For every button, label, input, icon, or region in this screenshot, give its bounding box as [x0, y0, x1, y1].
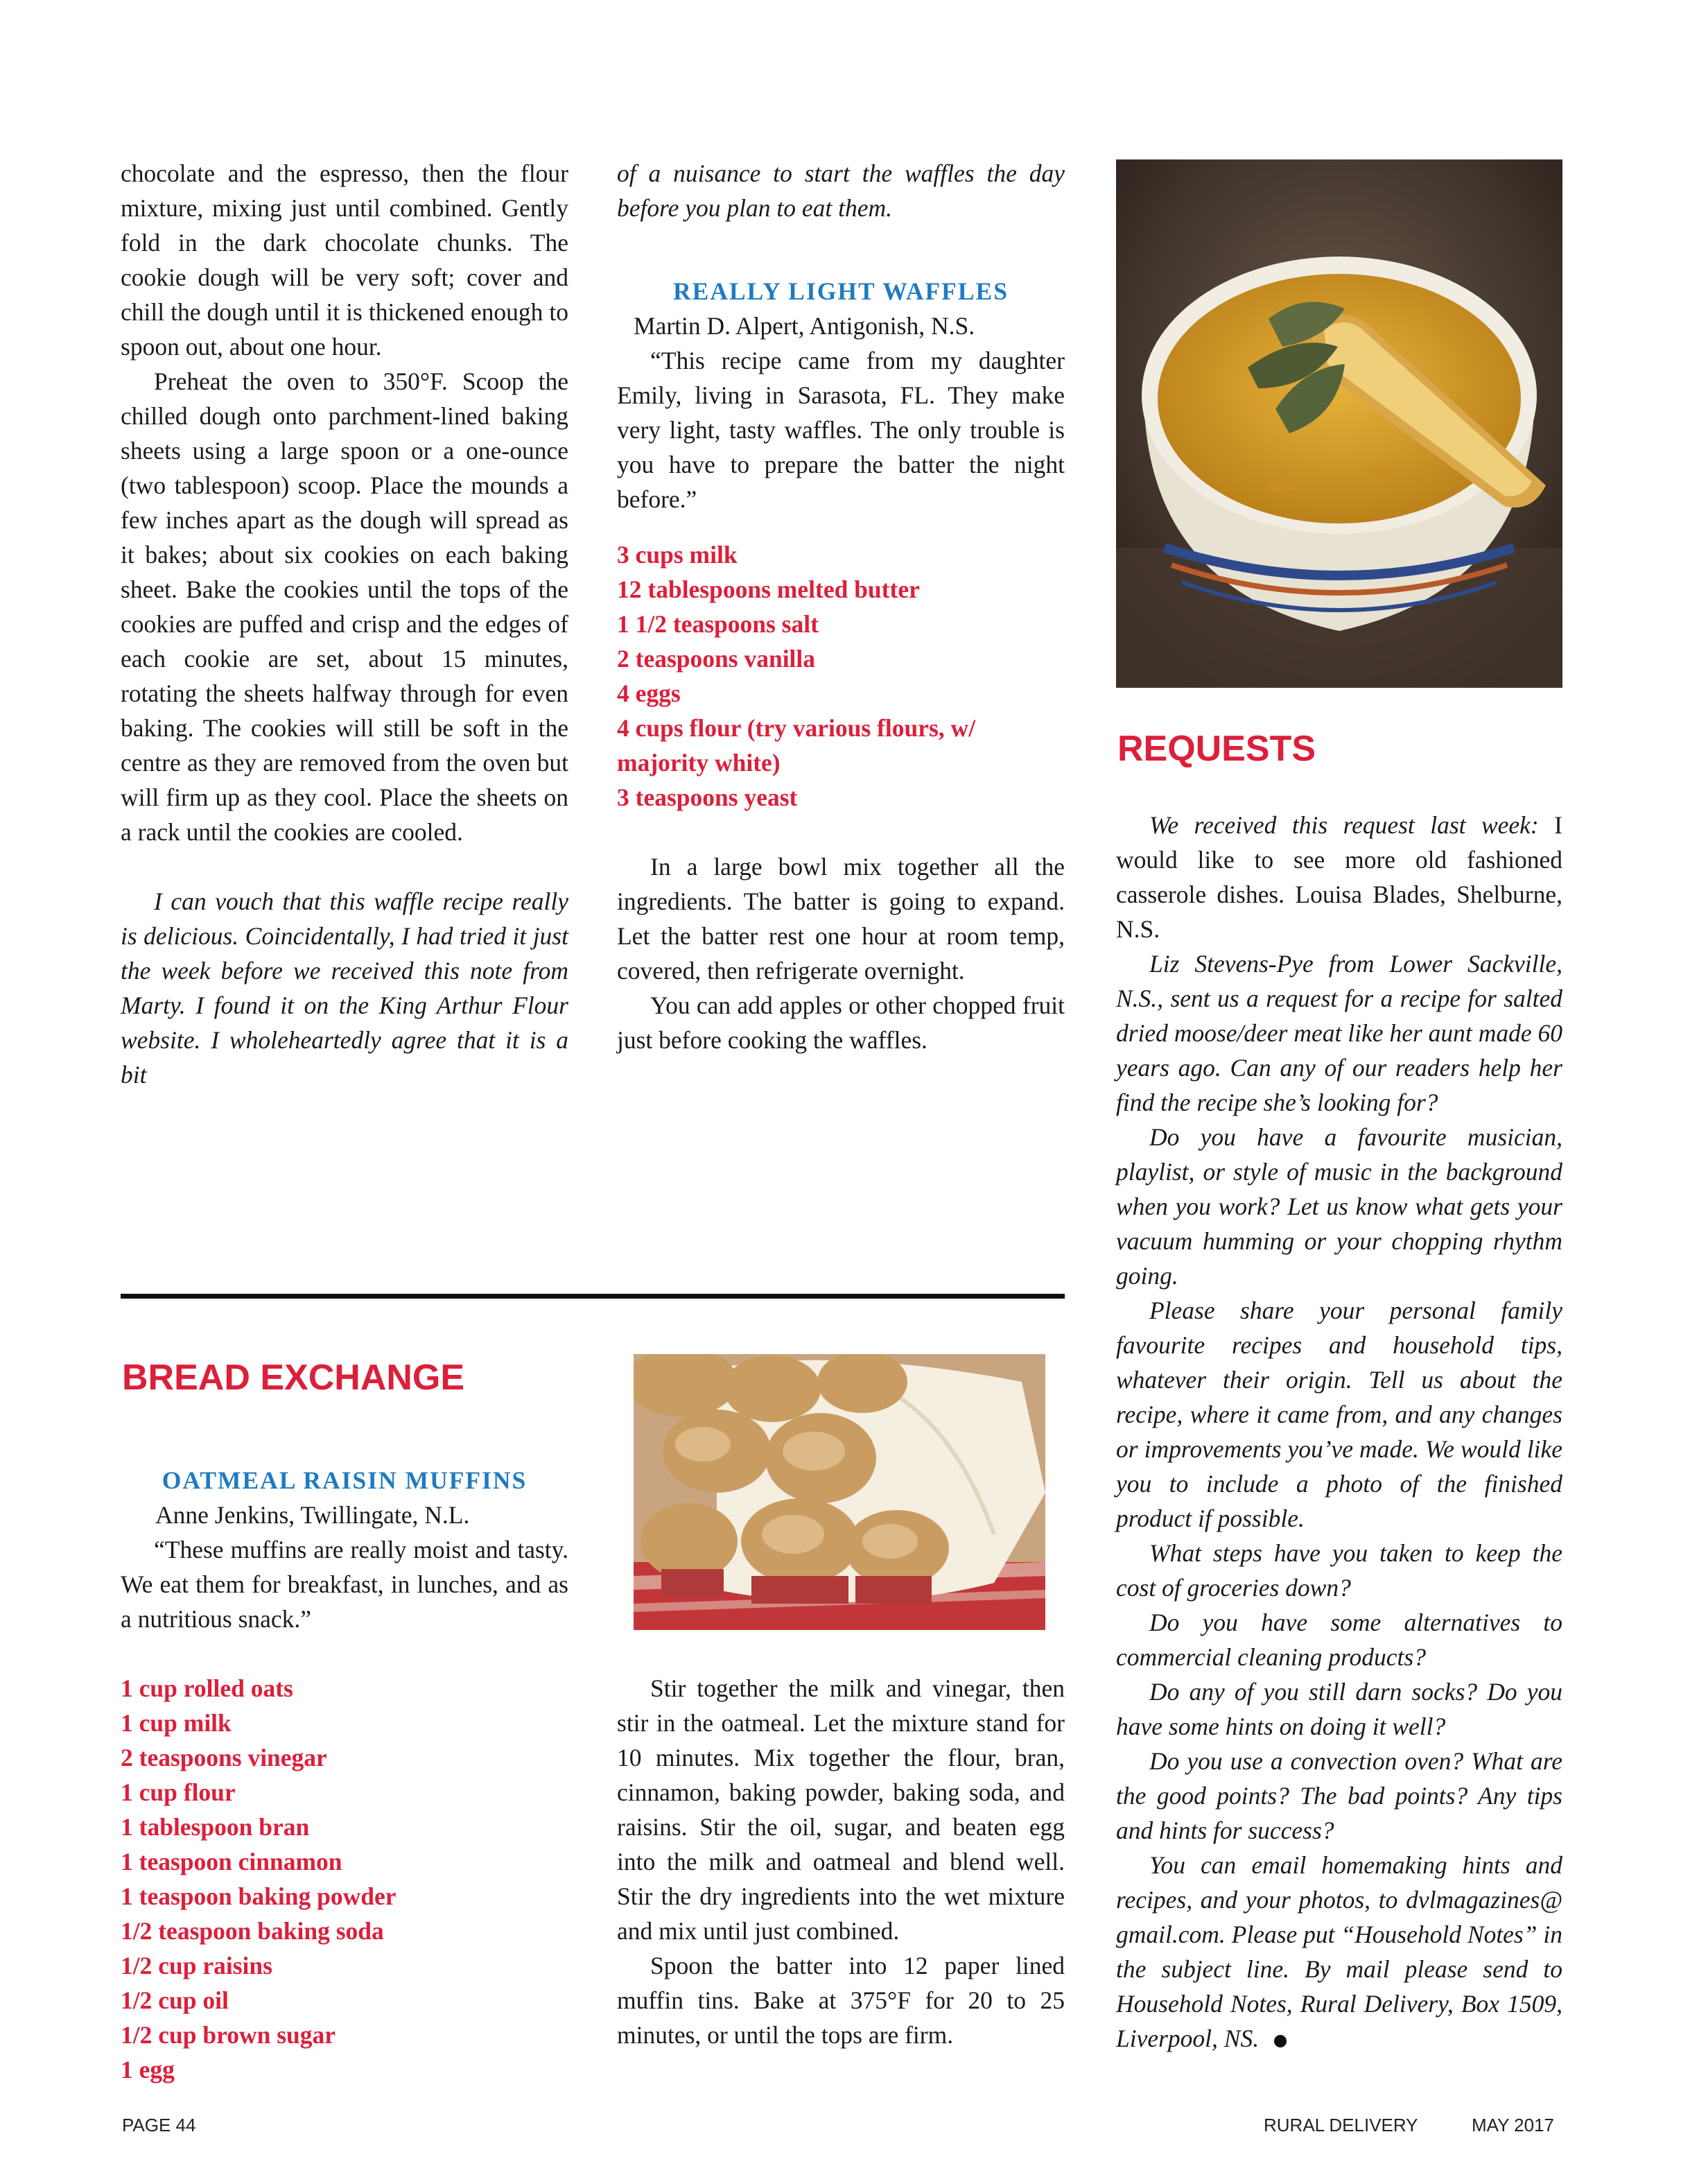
- ingredient-item: 1/2 cup brown sugar: [121, 2021, 336, 2049]
- ingredient-list-muffins: [121, 1671, 568, 2087]
- recipe-author: Anne Jenkins, Twillingate, N.L.: [155, 1501, 470, 1529]
- request-casserole: I would like to see more old fashioned casserole dishes. Louisa Blades, Shelburne, N.S.: [1116, 811, 1562, 943]
- ingredient-item: 1 teaspoon cinnamon: [121, 1848, 342, 1875]
- recipe-quote: “This recipe came from my daughter Emily, living in Sarasota, FL. They make very light, tasty waffles. The only trouble is you have to prepare the batter the night before.”: [617, 347, 1065, 513]
- ingredient-item: 1/2 cup oil: [121, 1986, 229, 2014]
- publication-name: RURAL DELIVERY: [1264, 2115, 1418, 2135]
- request-paragraph: Do you have a favourite musician, playlist, or style of music in the background when you work? Let us know what gets your vacuum humming or your chopping rhythm going.: [1116, 1123, 1562, 1290]
- ingredient-item: 1/2 cup raisins: [121, 1952, 272, 1979]
- contact-text: You can email homemaking hints and recipes, and your photos, to dvlmagazines@ gmail.com. Please put “Household Notes” in the subject line. By mail please send to Household Notes, Rural Delivery, Box 1509, Liverpool, NS.: [1116, 1851, 1562, 2052]
- ingredient-item: 2 teaspoons vinegar: [121, 1744, 327, 1771]
- muffin-basket-photo: [634, 1354, 1045, 1630]
- column-1-top: [121, 156, 568, 1092]
- issue-date: MAY 2017: [1472, 2115, 1555, 2135]
- request-paragraph: Liz Stevens-Pye from Lower Sackville, N.S., sent us a request for a recipe for salted dried moose/deer meat like her aunt made 60 years ago. Can any of our readers help her find the recipe she’s looking for?: [1116, 950, 1562, 1116]
- cookie-method-paragraph: chocolate and the espresso, then the flour mixture, mixing just until combined. Gently fold in the dark chocolate chunks. The cookie dough will be very soft; cover and chill the dough until it is thickened enough to spoon out, about one hour.: [121, 159, 568, 361]
- recipe-author: Martin D. Alpert, Antigonish, N.S.: [634, 312, 975, 340]
- waffle-method-paragraph: In a large bowl mix together all the ingredients. The batter is going to expand. Let the batter rest one hour at room temp, covered, then refrigerate overnight.: [617, 853, 1065, 985]
- column-2-top: [617, 156, 1065, 1057]
- column-1-bottom: [121, 1463, 568, 2087]
- ingredient-item: 1 cup flour: [121, 1778, 236, 1806]
- ingredient-item: 3 teaspoons yeast: [617, 783, 798, 811]
- recipe-title-muffins: OATMEAL RAISIN MUFFINS: [162, 1466, 528, 1494]
- ingredient-item: 12 tablespoons melted butter: [617, 575, 920, 603]
- page-number: PAGE 44: [122, 2115, 196, 2135]
- ingredient-item: 4 eggs: [617, 679, 681, 707]
- ingredient-item: 2 teaspoons vanilla: [617, 645, 816, 673]
- muffin-method-paragraph: Stir together the milk and vinegar, then stir in the oatmeal. Let the mixture stand for 10 minutes. Mix together the flour, bran, cinnamon, baking powder, baking soda, and raisins. Stir the oil, sugar, and beaten egg into the milk and oatmeal and blend well. Stir the dry ingredients into the wet mixture and mix until just combined.: [617, 1674, 1065, 1945]
- muffin-basket-illustration: [634, 1354, 1045, 1630]
- ingredient-item: 1 1/2 teaspoons salt: [617, 610, 819, 638]
- requests-heading: REQUESTS: [1117, 729, 1316, 769]
- section-divider: [121, 1294, 1065, 1299]
- soup-bowl-photo: [1116, 159, 1562, 688]
- request-intro: We received this request last week:: [1149, 811, 1539, 839]
- ingredient-item: 1 egg: [121, 2056, 175, 2083]
- ingredient-item: 3 cups milk: [617, 541, 738, 569]
- editor-note-continued: of a nuisance to start the waffles the day before you plan to eat them.: [617, 159, 1065, 222]
- request-contact-paragraph: [1116, 1848, 1562, 2056]
- bread-exchange-heading: BREAD EXCHANGE: [122, 1358, 465, 1398]
- waffle-tip-paragraph: You can add apples or other chopped fruit just before cooking the waffles.: [617, 991, 1065, 1054]
- ingredient-item: 4 cups flour (try various flours, w/ majority white): [617, 714, 976, 777]
- ingredient-item: 1 tablespoon bran: [121, 1813, 310, 1841]
- muffin-bake-paragraph: Spoon the batter into 12 paper lined muffin tins. Bake at 375°F for 20 to 25 minutes, or until the tops are firm.: [617, 1952, 1065, 2049]
- column-2-bottom: [617, 1671, 1065, 2052]
- recipe-title-waffles: REALLY LIGHT WAFFLES: [673, 277, 1009, 305]
- request-paragraph: What steps have you taken to keep the cost of groceries down?: [1116, 1539, 1562, 1602]
- ingredient-item: 1/2 teaspoon baking soda: [121, 1917, 384, 1945]
- ingredient-item: 1 cup rolled oats: [121, 1674, 293, 1702]
- recipe-quote: “These muffins are really moist and tasty. We eat them for breakfast, in lunches, and as a nutritious snack.”: [121, 1536, 568, 1633]
- end-mark-icon: [1274, 2035, 1287, 2047]
- ingredient-item: 1 cup milk: [121, 1709, 232, 1737]
- ingredient-item: 1 teaspoon baking powder: [121, 1882, 397, 1910]
- soup-bowl-illustration: [1116, 159, 1562, 688]
- editor-note-paragraph: I can vouch that this waffle recipe really is delicious. Coincidentally, I had tried it just the week before we received this note from Marty. I found it on the King Arthur Flour website. I wholeheartedly agree that it is a bit: [121, 887, 568, 1089]
- requests-column: [1116, 808, 1562, 2056]
- request-paragraph: Do any of you still darn socks? Do you have some hints on doing it well?: [1116, 1678, 1562, 1740]
- request-paragraph: Please share your personal family favourite recipes and household tips, whatever their origin. Tell us about the recipe, where it came from, and any changes or improvements you’ve made. We would like you to include a photo of the finished product if possible.: [1116, 1297, 1562, 1532]
- request-paragraph: [1116, 808, 1562, 946]
- cookie-baking-paragraph: Preheat the oven to 350°F. Scoop the chilled dough onto parchment-lined baking sheets using a large spoon or a one-ounce (two tablespoon) scoop. Place the mounds a few inches apart as the dough will spread as it bakes; about six cookies on each baking sheet. Bake the cookies until the tops of the cookies are puffed and crisp and the edges of each cookie are set, about 15 minutes, rotating the sheets halfway through for even baking. The cookies will still be soft in the centre as they are removed from the oven but will firm up as they cool. Place the sheets on a rack until the cookies are cooled.: [121, 367, 568, 846]
- ingredient-list-waffles: [617, 537, 1065, 815]
- request-paragraph: Do you use a convection oven? What are the good points? The bad points? Any tips and hints for success?: [1116, 1747, 1562, 1844]
- request-paragraph: Do you have some alternatives to commercial cleaning products?: [1116, 1609, 1562, 1671]
